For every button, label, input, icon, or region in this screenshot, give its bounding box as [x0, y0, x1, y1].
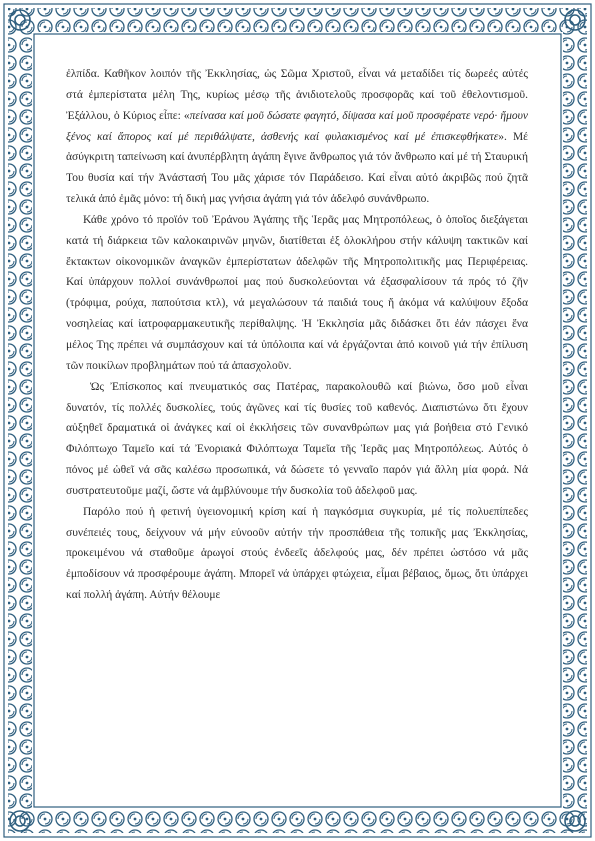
paragraph-1-intro: ἐλπίδα. Καθῆκον λοιπόν τῆς Ἐκκλησίας, ὡς Σῶμα Χριστοῦ, εἶναι νά μεταδίδει τίς δωρεές αὐτές στά ἐμπερίστατα μέλη Της, κυρίως μέσῳ τῆς ἀνιδιοτελοῦς προσφορᾶς καί τοῦ ἐθελοντισμοῦ. Ἐξάλλου, ὁ Κύριος εἶπε: « — [66, 68, 528, 122]
paragraph-2: Κάθε χρόνο τό προϊόν τοῦ Ἐράνου Ἀγάπης τῆς Ἱερᾶς μας Μητροπόλεως, ὁ ὁποῖος διεξάγεται κατά τή διάρκεια τῶν καλοκαιρινῶν μηνῶν, διατίθεται ἐξ ὁλοκλήρου στήν κάλυψη τακτικῶν καί ἔκτακτων οἰκονομικῶν ἀναγκῶν ἐμπερίστατων ἀδελφῶν τῆς Μητροπολιτικῆς μας Περιφέρειας. Καί ὑπάρχουν πολλοί συνάνθρωποί μας πού δυσκολεύονται νά ἐξασφαλίσουν τά πρός τό ζῆν (τρόφιμα, ρούχα, παπούτσια κτλ), νά μεγαλώσουν τά παιδιά τους ἤ ἀκόμα νά καλύψουν ἔξοδα νοσηλείας καί ἰατροφαρμακευτικῆς περίθαλψης. Ἡ Ἐκκλησία μᾶς διδάσκει ὅτι ἐάν πάσχει ἕνα μέλος Της πρέπει νά συμπάσχουν καί τά ὑπόλοιπα καί νά ἐργάζονται ἀπό κοινοῦ γιά τήν ἐπίλυση τῶν ποικίλων προβλημάτων πού τά ἀπασχολοῦν. — [66, 213, 528, 372]
scripture-quote: πείνασα καί μοῦ δώσατε φαγητό, δίψασα καί μοῦ προσφέρατε νερό· ἤμουν ξένος καί ἄπορος καί μέ περιθάλψατε, ἀσθενής καί φυλακισμένος καί μέ ἐπισκεφθήκατε — [66, 109, 528, 143]
paragraph-3: Ὡς Ἐπίσκοπος καί πνευματικός σας Πατέρας, παρακολουθῶ καί βιώνω, ὅσο μοῦ εἶναι δυνατόν, τίς πολλές δυσκολίες, τούς ἀγῶνες καί τίς θυσίες τοῦ καθενός. Διαπιστώνω ὅτι ἔχουν αὐξηθεῖ δραματικά οἱ ἀνάγκες καί οἱ ἐκκλήσεις τῶν συνανθρώπων μας γιά βοήθεια στό Γενικό Φιλόπτωχο Ταμεῖο καί τά Ἐνοριακά Φιλόπτωχα Ταμεῖα τῆς Ἱερᾶς μας Μητροπόλεως. Αὐτός ὁ πόνος μέ ὠθεῖ νά σᾶς καλέσω προσωπικά, νά δώσετε τό γενναῖο παρόν γιά ἄλλη μία φορά. Νά συστρατευτοῦμε μαζί, ὥστε νά ἀμβλύνουμε τήν δυσκολία τοῦ ἀδελφοῦ μας. — [66, 380, 528, 497]
paragraph-1-rest: ». Μέ ἀσύγκριτη ταπείνωση καί ἀνυπέρβλητη ἀγάπη ἔγινε ἄνθρωπος γιά τόν ἄνθρωπο καί μέ τή Σταυρική Του θυσία καί τήν Ἀνάστασή Του μᾶς χάρισε τόν Παράδεισο. Καί εἶναι αὐτό ἀκριβῶς πού ζητᾶ τελικά ἀπό ἐμᾶς μόνο: τή δική μας γνήσια ἀγάπη γιά τόν ἀδελφό συνάνθρωπο. — [66, 130, 529, 206]
paragraph-1 — [66, 64, 528, 210]
paragraph-4: Παρόλο πού ἡ φετινή ὑγειονομική κρίση καί ἡ παγκόσμια συγκυρία, μέ τίς πολυεπίπεδες συνέπειές τους, δείχνουν νά μήν εὐνοοῦν αὐτήν τήν προσπάθεια τῆς τοπικῆς μας Ἐκκλησίας, προκειμένου νά σταθοῦμε ἀρωγοί στούς ἐνδεεῖς ἀδελφούς μας, δέν πρέπει ὡστόσο νά μᾶς ἐμποδίσουν νά προσφέρουμε ἀγάπη. Μπορεῖ νά ὑπάρχει φτώχεια, εἶμαι βέβαιος, ὅμως, ὅτι ὑπάρχει καί πολλή ἀγάπη. Αὐτήν θέλουμε — [66, 505, 528, 602]
letter-body — [66, 64, 528, 606]
